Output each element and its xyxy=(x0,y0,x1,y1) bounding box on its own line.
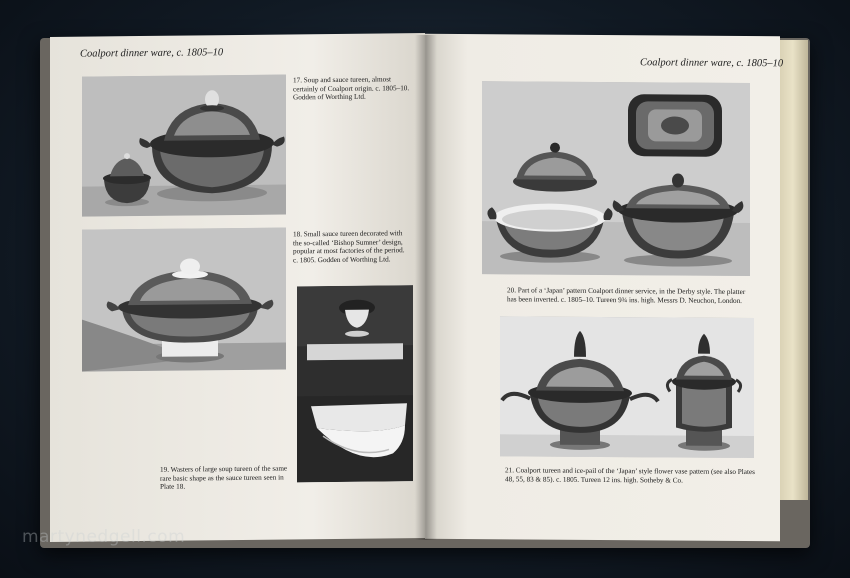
plate-18-caption: 18. Small sauce tureen decorated with the so-called ‘Bishop Sumner’ design, popular at most factories of the period. c. 1805. Godden of Worthing Ltd. xyxy=(293,229,405,265)
plate-17-caption: 17. Soup and sauce tureen, almost certainly of Coalport origin. c. 1805–10. Godden of Worthing Ltd. xyxy=(293,75,410,102)
right-page xyxy=(425,34,784,541)
watermark: martynedgell.com xyxy=(22,527,186,547)
plate-19-caption: 19. Wasters of large soup tureen of the same rare basic shape as the sauce tureen seen in Plate 18. xyxy=(160,464,288,491)
plate-18-photo xyxy=(82,227,286,371)
plate-19-photo xyxy=(297,285,413,482)
plate-17-photo xyxy=(82,74,286,216)
left-running-head: Coalport dinner ware, c. 1805–10 xyxy=(80,47,224,60)
left-page xyxy=(50,33,425,542)
plate-20-caption: 20. Part of a ‘Japan’ pattern Coalport dinner service, in the Derby style. The platter has been inverted. c. 1805–10. Tureen 9¾ ins. high. Messrs D. Neuchon, London. xyxy=(507,286,746,305)
plate-20-photo xyxy=(482,81,750,276)
book-gutter xyxy=(415,35,437,540)
right-running-head: Coalport dinner ware, c. 1805–10 xyxy=(640,57,784,70)
plate-21-photo xyxy=(500,316,754,458)
plate-21-caption: 21. Coalport tureen and ice-pail of the ‘Japan’ style flower vase pattern (see also Plates 48, 55, 83 & 85). c. 1805. Tureen 12 ins. high. Sotheby & Co. xyxy=(505,466,755,485)
